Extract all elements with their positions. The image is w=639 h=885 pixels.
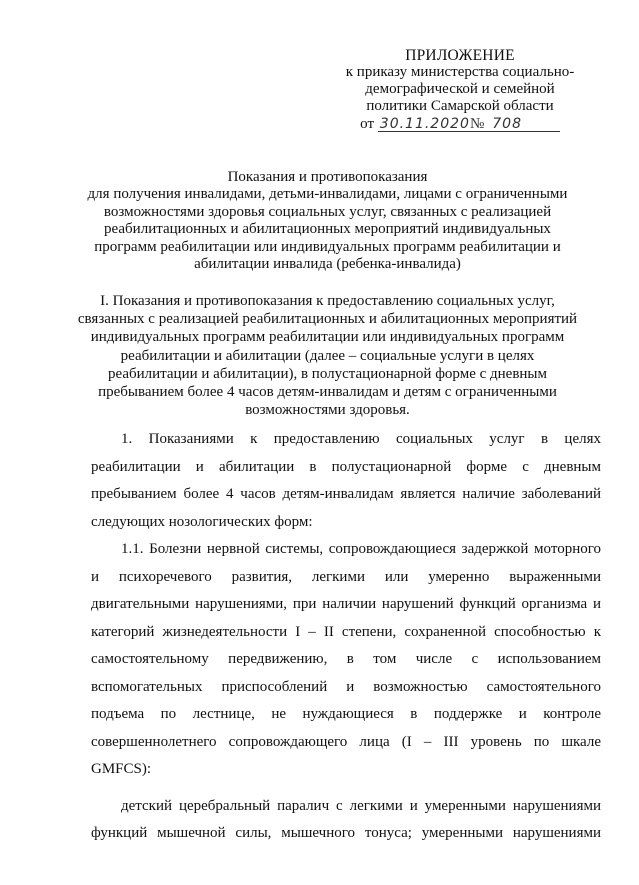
- para-cp-line-2: функций мышечной силы, мышечного тонуса; умеренными нарушениями: [91, 825, 601, 841]
- section-heading: [60, 292, 595, 419]
- appendix-line-3: политики Самарской области: [366, 98, 554, 114]
- para1-1-line-9: GMFCS):: [91, 761, 152, 777]
- para-cp-line-1: детский церебральный паралич с легкими и умеренными нарушениями: [121, 797, 601, 814]
- para1-1-line-5: самостоятельному передвижению, в том числе с использованием: [91, 651, 601, 667]
- para1-1-line-4: категорий жизнедеятельности I – II степени, сохраненной способностью к: [91, 623, 601, 640]
- para1-1-line-6: вспомогательных приспособлений и возможностью самостоятельного: [91, 678, 601, 695]
- section-line-2: связанных с реализацией реабилитационных и абилитационных мероприятий: [77, 311, 578, 328]
- para1-line-2: реабилитации и абилитации в полустационарной форме с дневным: [91, 458, 601, 475]
- title-line-4: реабилитационных и абилитационных мероприятий индивидуальных: [104, 221, 551, 238]
- section-line-6: пребыванием более 4 часов детям-инвалидам и детям с ограниченными: [98, 384, 557, 401]
- para1-1-line-1: 1.1. Болезни нервной системы, сопровождающиеся задержкой моторного: [121, 541, 601, 557]
- order-date-line: [330, 116, 590, 133]
- document-body: [91, 426, 601, 848]
- document-title: [60, 169, 595, 273]
- handwritten-date: 30.11.2020№ 708: [378, 117, 560, 132]
- appendix-line-1: к приказу министерства социально-: [345, 64, 575, 80]
- number-sign: №: [469, 116, 485, 132]
- section-line-1: I. Показания и противопоказания к предоставлению социальных услуг,: [100, 293, 555, 309]
- appendix-line-2: демографической и семейной: [365, 81, 555, 97]
- section-line-7: возможностями здоровья.: [245, 402, 410, 419]
- para1-line-4: следующих нозологических форм:: [91, 513, 313, 530]
- appendix-title: ПРИЛОЖЕНИЕ: [405, 47, 515, 64]
- section-line-3: индивидуальных программ реабилитации или индивидуальных программ: [90, 329, 565, 346]
- section-line-5: реабилитации и абилитации), в полустационарной форме с дневным: [107, 365, 548, 382]
- paragraph-1: [91, 426, 601, 536]
- date-prefix: от: [360, 116, 375, 132]
- paragraph-cp: [91, 793, 601, 848]
- title-line-2: для получения инвалидами, детьми-инвалидами, лицами с ограниченными: [87, 186, 568, 203]
- appendix-header: [330, 47, 590, 133]
- para1-1-line-7: подъема по лестнице, не нуждающиеся в поддержке и контроле: [91, 706, 601, 722]
- para1-1-line-2: и психоречевого развития, легкими или умеренно выраженными: [91, 568, 601, 585]
- para1-1-line-8: совершеннолетнего сопровождающего лица (I – III уровень по шкале: [91, 733, 601, 750]
- title-line-6: абилитации инвалида (ребенка-инвалида): [194, 256, 461, 273]
- title-line-5: программ реабилитации или индивидуальных программ реабилитации и: [94, 238, 561, 255]
- para1-1-line-3: двигательными нарушениями, при наличии нарушений функций организма и: [91, 596, 601, 612]
- para1-line-3: пребыванием более 4 часов детям-инвалидам является наличие заболеваний: [91, 486, 601, 502]
- para1-line-1: 1. Показаниями к предоставлению социальных услуг в целях: [121, 431, 601, 447]
- handwritten-number: 708: [492, 116, 522, 132]
- title-line-3: возможностями здоровья социальных услуг, связанных с реализацией: [103, 203, 552, 220]
- paragraph-1-1: [91, 536, 601, 784]
- section-line-4: реабилитации и абилитации (далее – социальные услуги в целях: [120, 347, 535, 364]
- title-line-1: Показания и противопоказания: [227, 169, 428, 185]
